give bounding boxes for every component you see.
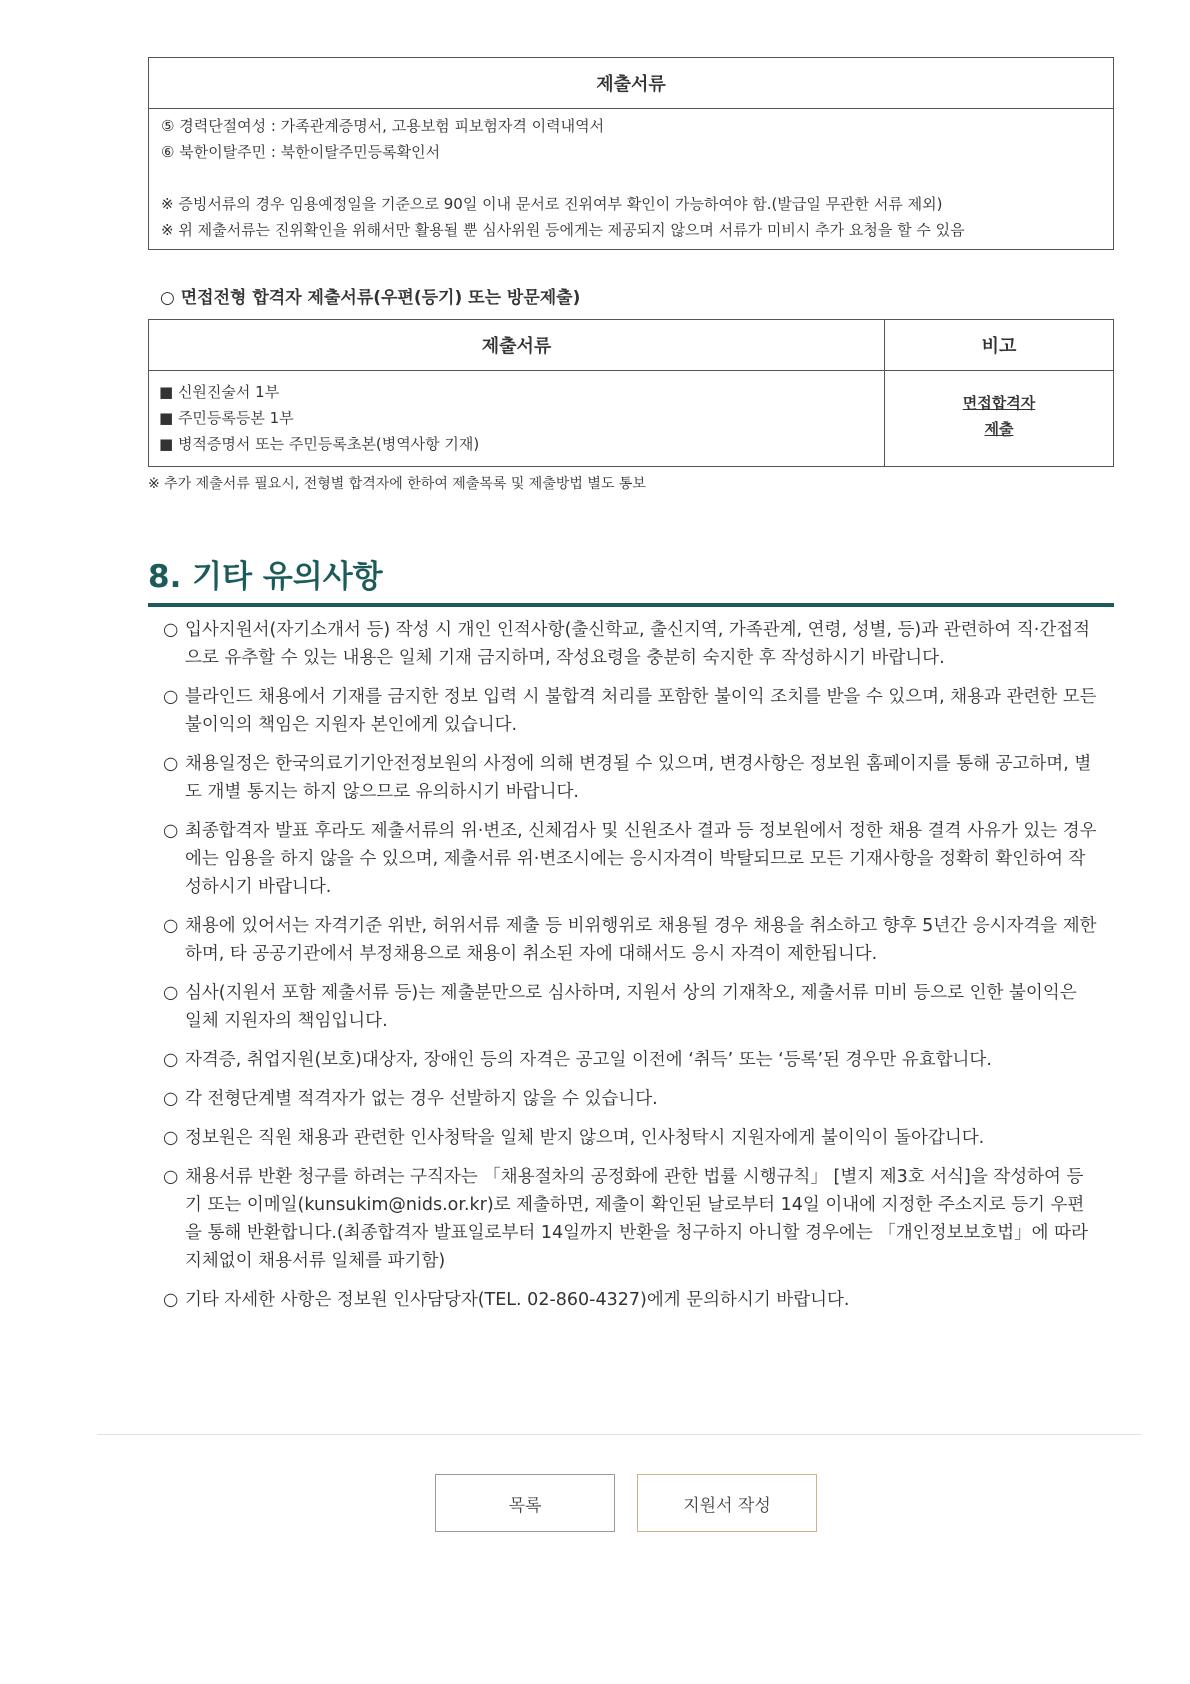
- circle-bullet-icon: ○: [163, 754, 179, 774]
- circle-bullet-icon: ○: [163, 687, 179, 707]
- list-item: ○ 채용일정은 한국의료기기안전정보원의 사정에 의해 변경될 수 있으며, 변경사항은 정보원 홈페이지를 통해 공고하며, 별도 개별 통지는 하지 않으므로 유의하시기 바랍니다.: [163, 750, 1098, 806]
- interview-docs-table: [148, 319, 1114, 467]
- list-item: ○ 각 전형단계별 적격자가 없는 경우 선발하지 않을 수 있습니다.: [163, 1085, 1098, 1113]
- footer-divider: [97, 1434, 1141, 1435]
- circle-bullet-icon: ○: [163, 1290, 179, 1310]
- table-footnote: ※ 추가 제출서류 필요시, 전형별 합격자에 한하여 제출목록 및 제출방법 별도 통보: [148, 476, 646, 492]
- doc-note: ※ 증빙서류의 경우 임용예정일을 기준으로 90일 이내 문서로 진위여부 확인이 가능하여야 함.(발급일 무관한 서류 제외): [161, 195, 943, 213]
- note-line: 제출: [984, 419, 1014, 438]
- circle-bullet-icon: ○: [163, 1089, 179, 1109]
- note-line: 면접합격자: [962, 393, 1036, 412]
- list-item: ○ 채용에 있어서는 자격기준 위반, 허위서류 제출 등 비위행위로 채용될 경우 채용을 취소하고 향후 5년간 응시자격을 제한하며, 타 공공기관에서 부정채용으로 채용이 취소된 자에 대해서도 응시 자격이 제한됩니다.: [163, 912, 1098, 968]
- interview-docs-heading: ○ 면접전형 합격자 제출서류(우편(등기) 또는 방문제출): [160, 288, 581, 308]
- notice-list: [163, 616, 1098, 1325]
- circle-bullet-icon: ○: [163, 620, 179, 640]
- table-cell-note: [885, 371, 1114, 467]
- submission-docs-table: [148, 57, 1114, 250]
- list-item: ○ 입사지원서(자기소개서 등) 작성 시 개인 인적사항(출신학교, 출신지역, 가족관계, 연령, 성별, 등)과 관련하여 직·간접적으로 유추할 수 있는 내용은 일체 기재 금지하며, 작성요령을 충분히 숙지한 후 작성하시기 바랍니다.: [163, 616, 1098, 672]
- circle-bullet-icon: ○: [163, 821, 179, 841]
- section-divider: [148, 603, 1114, 607]
- section-title: 8. 기타 유의사항: [148, 559, 383, 595]
- list-item: ○ 채용서류 반환 청구를 하려는 구직자는 「채용절차의 공정화에 관한 법률 시행규칙」 [별지 제3호 서식]을 작성하여 등기 또는 이메일(kunsukim@nids.or.kr)로 제출하면, 제출이 확인된 날로부터 14일 이내에 지정한 주소지로 등기 우편을 통해 반환합니다.(최종합격자 발표일로부터 14일까지 반환을 청구하지 아니할 경우에는 「개인정보보호법」에 따라 지체없이 채용서류 일체를 파기함): [163, 1163, 1098, 1275]
- list-item: ○ 정보원은 직원 채용과 관련한 인사청탁을 일체 받지 않으며, 인사청탁시 지원자에게 불이익이 돌아갑니다.: [163, 1124, 1098, 1152]
- table-header: 제출서류: [149, 58, 1114, 109]
- list-item: ■ 신원진술서 1부: [159, 383, 280, 401]
- circle-bullet-icon: ○: [163, 1167, 179, 1187]
- apply-button[interactable]: 지원서 작성: [637, 1474, 817, 1532]
- doc-item: ⑥ 북한이탈주민 : 북한이탈주민등록확인서: [161, 143, 441, 161]
- doc-item: ⑤ 경력단절여성 : 가족관계증명서, 고용보험 피보험자격 이력내역서: [161, 117, 605, 135]
- table-header-docs: 제출서류: [149, 320, 885, 371]
- table-cell-docs: [149, 371, 885, 467]
- circle-bullet-icon: ○: [163, 983, 179, 1003]
- list-item: ○ 기타 자세한 사항은 정보원 인사담당자(TEL. 02-860-4327)에게 문의하시기 바랍니다.: [163, 1286, 1098, 1314]
- circle-bullet-icon: ○: [163, 1128, 179, 1148]
- circle-bullet-icon: ○: [163, 916, 179, 936]
- table-header-note: 비고: [885, 320, 1114, 371]
- list-item: ○ 심사(지원서 포함 제출서류 등)는 제출분만으로 심사하며, 지원서 상의 기재착오, 제출서류 미비 등으로 인한 불이익은 일체 지원자의 책임입니다.: [163, 979, 1098, 1035]
- list-item: ■ 주민등록등본 1부: [159, 409, 294, 427]
- list-item: ■ 병적증명서 또는 주민등록초본(병역사항 기재): [159, 435, 480, 453]
- list-item: ○ 블라인드 채용에서 기재를 금지한 정보 입력 시 불합격 처리를 포함한 불이익 조치를 받을 수 있으며, 채용과 관련한 모든 불이익의 책임은 지원자 본인에게 있습니다.: [163, 683, 1098, 739]
- table-cell: [149, 109, 1114, 250]
- list-item: ○ 최종합격자 발표 후라도 제출서류의 위·변조, 신체검사 및 신원조사 결과 등 정보원에서 정한 채용 결격 사유가 있는 경우에는 임용을 하지 않을 수 있으며, 제출서류 위·변조시에는 응시자격이 박탈되므로 모든 기재사항을 정확히 확인하여 작성하시기 바랍니다.: [163, 817, 1098, 901]
- list-item: ○ 자격증, 취업지원(보호)대상자, 장애인 등의 자격은 공고일 이전에 ‘취득’ 또는 ‘등록’된 경우만 유효합니다.: [163, 1046, 1098, 1074]
- list-button[interactable]: 목록: [435, 1474, 615, 1532]
- circle-bullet-icon: ○: [163, 1050, 179, 1070]
- doc-note: ※ 위 제출서류는 진위확인을 위해서만 활용될 뿐 심사위원 등에게는 제공되지 않으며 서류가 미비시 추가 요청을 할 수 있음: [161, 221, 965, 239]
